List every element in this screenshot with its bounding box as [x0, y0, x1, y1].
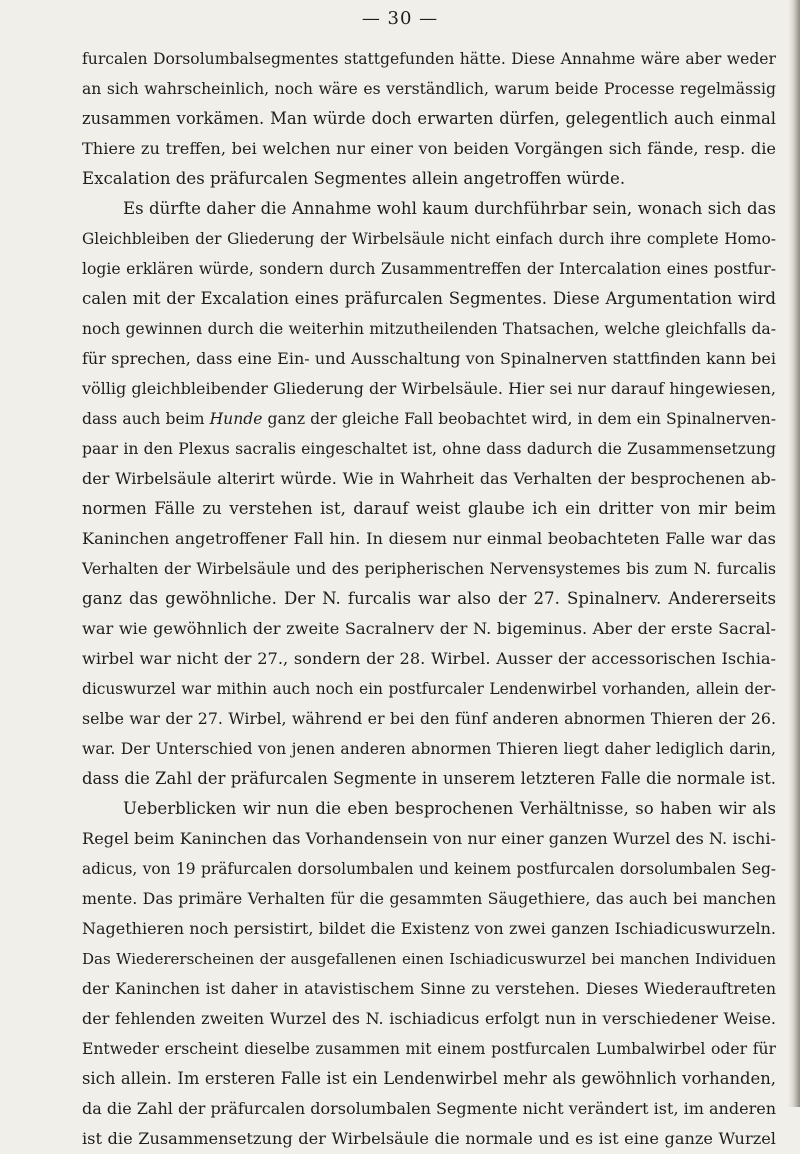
text-line: der Wirbelsäule alterirt würde. Wie in Wahrheit das Verhalten der besprochenen ab- — [82, 469, 776, 488]
text-line: völlig gleichbleibender Gliederung der Wirbelsäule. Hier sei nur darauf hingewiesen, — [82, 379, 776, 398]
text-line: Excalation des präfurcalen Segmentes allein angetroffen würde. — [82, 169, 626, 188]
text-line: wirbel war nicht der 27., sondern der 28. Wirbel. Ausser der accessorischen Ischia- — [82, 649, 776, 668]
text-line: Es dürfte daher die Annahme wohl kaum durchführbar sein, wonach sich das — [123, 199, 776, 218]
text-line: war wie gewöhnlich der zweite Sacralnerv der N. bigeminus. Aber der erste Sacral- — [82, 619, 776, 638]
text-line: dass auch beim Hunde ganz der gleiche Fall beobachtet wird, in dem ein Spinalnerven- — [82, 410, 776, 428]
text-line: für sprechen, dass eine Ein- und Ausschaltung von Spinalnerven stattfinden kann bei — [82, 349, 776, 368]
text-line: dicuswurzel war mithin auch noch ein postfurcaler Lendenwirbel vorhanden, allein der- — [82, 680, 776, 698]
text-line: Gleichbleiben der Gliederung der Wirbelsäule nicht einfach durch ihre complete Homo- — [82, 230, 776, 248]
text-line: Verhalten der Wirbelsäule und des peripherischen Nervensystemes bis zum N. furcalis — [82, 560, 776, 578]
text-line: Entweder erscheint dieselbe zusammen mit einem postfurcalen Lumbalwirbel oder für — [82, 1040, 776, 1058]
text-line: Das Wiedererscheinen der ausgefallenen einen Ischiadicuswurzel bei manchen Individuen — [82, 950, 776, 968]
text-line: Regel beim Kaninchen das Vorhandensein von nur einer ganzen Wurzel des N. ischi- — [82, 829, 776, 848]
text-line: an sich wahrscheinlich, noch wäre es verständlich, warum beide Processe regelmässig — [82, 80, 776, 98]
text-line: der Kaninchen ist daher in atavistischem Sinne zu verstehen. Dieses Wiederauftreten — [82, 979, 776, 998]
text-line: furcalen Dorsolumbalsegmentes stattgefunden hätte. Diese Annahme wäre aber weder — [82, 50, 776, 68]
text-line: calen mit der Excalation eines präfurcalen Segmentes. Diese Argumentation wird — [82, 289, 776, 308]
text-line: der fehlenden zweiten Wurzel des N. ischiadicus erfolgt nun in verschiedener Weise. — [82, 1009, 776, 1028]
text-line: zusammen vorkämen. Man würde doch erwarten dürfen, gelegentlich auch einmal — [82, 109, 776, 128]
text-line: Thiere zu treffen, bei welchen nur einer von beiden Vorgängen sich fände, resp. die — [82, 139, 776, 158]
text-line: adicus, von 19 präfurcalen dorsolumbalen und keinem postfurcalen dorsolumbalen Seg- — [82, 860, 776, 878]
text-line: sich allein. Im ersteren Falle ist ein Lendenwirbel mehr als gewöhnlich vorhanden, — [82, 1069, 776, 1088]
text-line: ist die Zusammensetzung der Wirbelsäule die normale und es ist eine ganze Wurzel — [82, 1129, 776, 1148]
text-line: Ueberblicken wir nun die eben besprochenen Verhältnisse, so haben wir als — [123, 799, 776, 818]
text-line: mente. Das primäre Verhalten für die gesammten Säugethiere, das auch bei manchen — [82, 889, 776, 908]
text-line: paar in den Plexus sacralis eingeschaltet ist, ohne dass dadurch die Zusammensetzung — [82, 440, 776, 458]
text-line: noch gewinnen durch die weiterhin mitzutheilenden Thatsachen, welche gleichfalls da- — [82, 320, 776, 338]
text-line: normen Fälle zu verstehen ist, darauf weist glaube ich ein dritter von mir beim — [82, 499, 776, 518]
text-line: dass die Zahl der präfurcalen Segmente in unserem letzteren Falle die normale ist. — [82, 769, 776, 788]
italic-word: Hunde — [209, 410, 263, 428]
text-line: war. Der Unterschied von jenen anderen abnormen Thieren liegt daher lediglich darin, — [82, 740, 776, 758]
text-line: Nagethieren noch persistirt, bildet die Existenz von zwei ganzen Ischiadicuswurzeln. — [82, 919, 776, 938]
text-line: selbe war der 27. Wirbel, während er bei den fünf anderen abnormen Thieren der 26. — [82, 709, 776, 728]
page-number: — 30 — — [361, 8, 439, 29]
text-line: da die Zahl der präfurcalen dorsolumbalen Segmente nicht verändert ist, im anderen — [82, 1099, 776, 1118]
text-line: ganz das gewöhnliche. Der N. furcalis war also der 27. Spinalnerv. Andererseits — [82, 589, 776, 608]
text-line: Kaninchen angetroffener Fall hin. In diesem nur einmal beobachteten Falle war das — [82, 529, 776, 548]
page-edge-shadow — [788, 0, 800, 1107]
text-line: logie erklären würde, sondern durch Zusammentreffen der Intercalation eines postfur- — [82, 260, 776, 278]
body-text — [82, 44, 776, 1154]
